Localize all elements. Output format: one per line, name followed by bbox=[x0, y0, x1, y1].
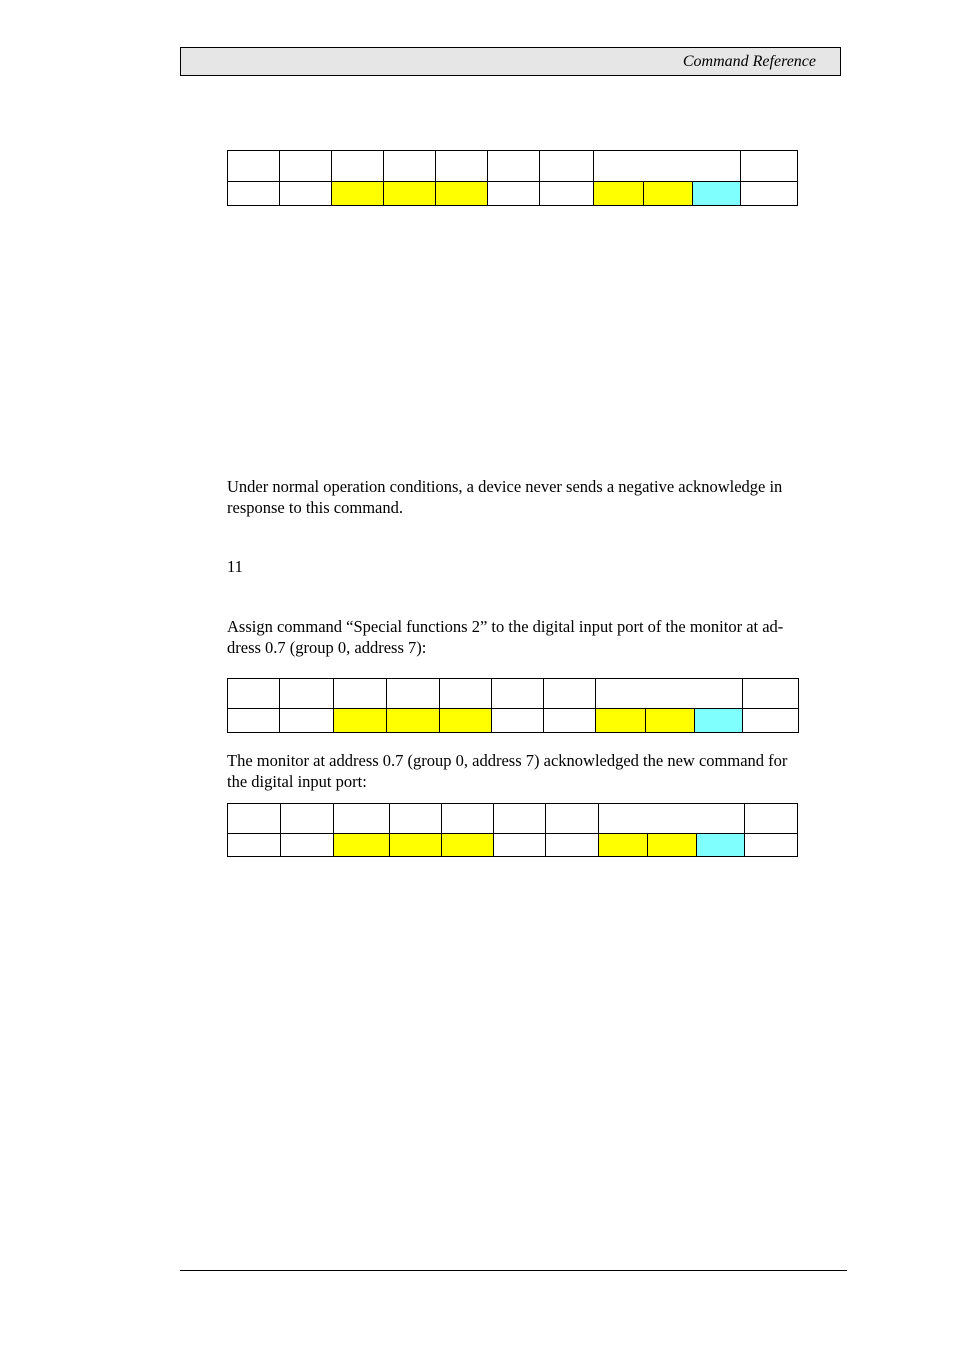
table-cell bbox=[280, 182, 332, 206]
table-cell bbox=[488, 151, 540, 182]
table-cell bbox=[540, 182, 594, 206]
table-cell bbox=[743, 709, 799, 733]
table-cell bbox=[594, 151, 741, 182]
table-cell bbox=[442, 804, 494, 834]
table-cell bbox=[741, 182, 798, 206]
table-cell bbox=[228, 804, 281, 834]
table-cell bbox=[488, 182, 540, 206]
table-cell bbox=[228, 834, 281, 857]
table-cell bbox=[546, 804, 599, 834]
table-cell bbox=[228, 679, 280, 709]
highlighted-cell bbox=[384, 182, 436, 206]
example-intro: Assign command “Special functions 2” to the digital input port of the monitor at ad-dress 0.7 (group 0, address 7): bbox=[227, 617, 784, 657]
highlighted-cell bbox=[599, 834, 648, 857]
checksum-cell bbox=[693, 182, 741, 206]
table-cell bbox=[492, 679, 544, 709]
highlighted-cell bbox=[596, 709, 646, 733]
header-title: Command Reference bbox=[682, 53, 816, 70]
footer-divider bbox=[180, 1270, 847, 1271]
table-cell bbox=[492, 709, 544, 733]
table-cell bbox=[546, 834, 599, 857]
table-cell bbox=[436, 151, 488, 182]
highlighted-cell bbox=[648, 834, 697, 857]
table-cell bbox=[334, 679, 387, 709]
checksum-cell bbox=[695, 709, 743, 733]
table-cell bbox=[228, 709, 280, 733]
highlighted-cell bbox=[440, 709, 492, 733]
table-cell bbox=[440, 679, 492, 709]
nak-note: Under normal operation conditions, a device never sends a negative acknowledge in response to this command. bbox=[227, 477, 783, 517]
table-cell bbox=[599, 804, 745, 834]
table-row bbox=[228, 182, 798, 206]
table-cell bbox=[228, 151, 280, 182]
page-header bbox=[180, 47, 841, 76]
table-cell bbox=[540, 151, 594, 182]
highlighted-cell bbox=[387, 709, 440, 733]
frame-table-format bbox=[227, 150, 798, 206]
highlighted-cell bbox=[334, 834, 390, 857]
table-row bbox=[228, 804, 798, 834]
table-row bbox=[228, 679, 799, 709]
highlighted-cell bbox=[390, 834, 442, 857]
table-cell bbox=[228, 182, 280, 206]
frame-table-request bbox=[227, 678, 799, 733]
table-cell bbox=[390, 804, 442, 834]
table-cell bbox=[743, 679, 799, 709]
frame-table-response bbox=[227, 803, 798, 857]
highlighted-cell bbox=[594, 182, 644, 206]
table-cell bbox=[745, 804, 798, 834]
code-value: 11 bbox=[227, 557, 243, 576]
table-cell bbox=[741, 151, 798, 182]
table-cell bbox=[332, 151, 384, 182]
table-cell bbox=[387, 679, 440, 709]
table-cell bbox=[281, 834, 334, 857]
table-cell bbox=[281, 804, 334, 834]
table-cell bbox=[280, 151, 332, 182]
highlighted-cell bbox=[646, 709, 695, 733]
table-cell bbox=[544, 709, 596, 733]
response-intro: The monitor at address 0.7 (group 0, address 7) acknowledged the new command for the digital input port: bbox=[227, 751, 788, 791]
highlighted-cell bbox=[644, 182, 693, 206]
highlighted-cell bbox=[334, 709, 387, 733]
table-cell bbox=[745, 834, 798, 857]
highlighted-cell bbox=[332, 182, 384, 206]
table-row bbox=[228, 709, 799, 733]
highlighted-cell bbox=[436, 182, 488, 206]
highlighted-cell bbox=[442, 834, 494, 857]
checksum-cell bbox=[697, 834, 745, 857]
table-row bbox=[228, 151, 798, 182]
table-cell bbox=[596, 679, 743, 709]
table-cell bbox=[280, 679, 334, 709]
table-cell bbox=[494, 834, 546, 857]
table-cell bbox=[334, 804, 390, 834]
table-cell bbox=[384, 151, 436, 182]
table-cell bbox=[544, 679, 596, 709]
table-cell bbox=[494, 804, 546, 834]
table-row bbox=[228, 834, 798, 857]
table-cell bbox=[280, 709, 334, 733]
